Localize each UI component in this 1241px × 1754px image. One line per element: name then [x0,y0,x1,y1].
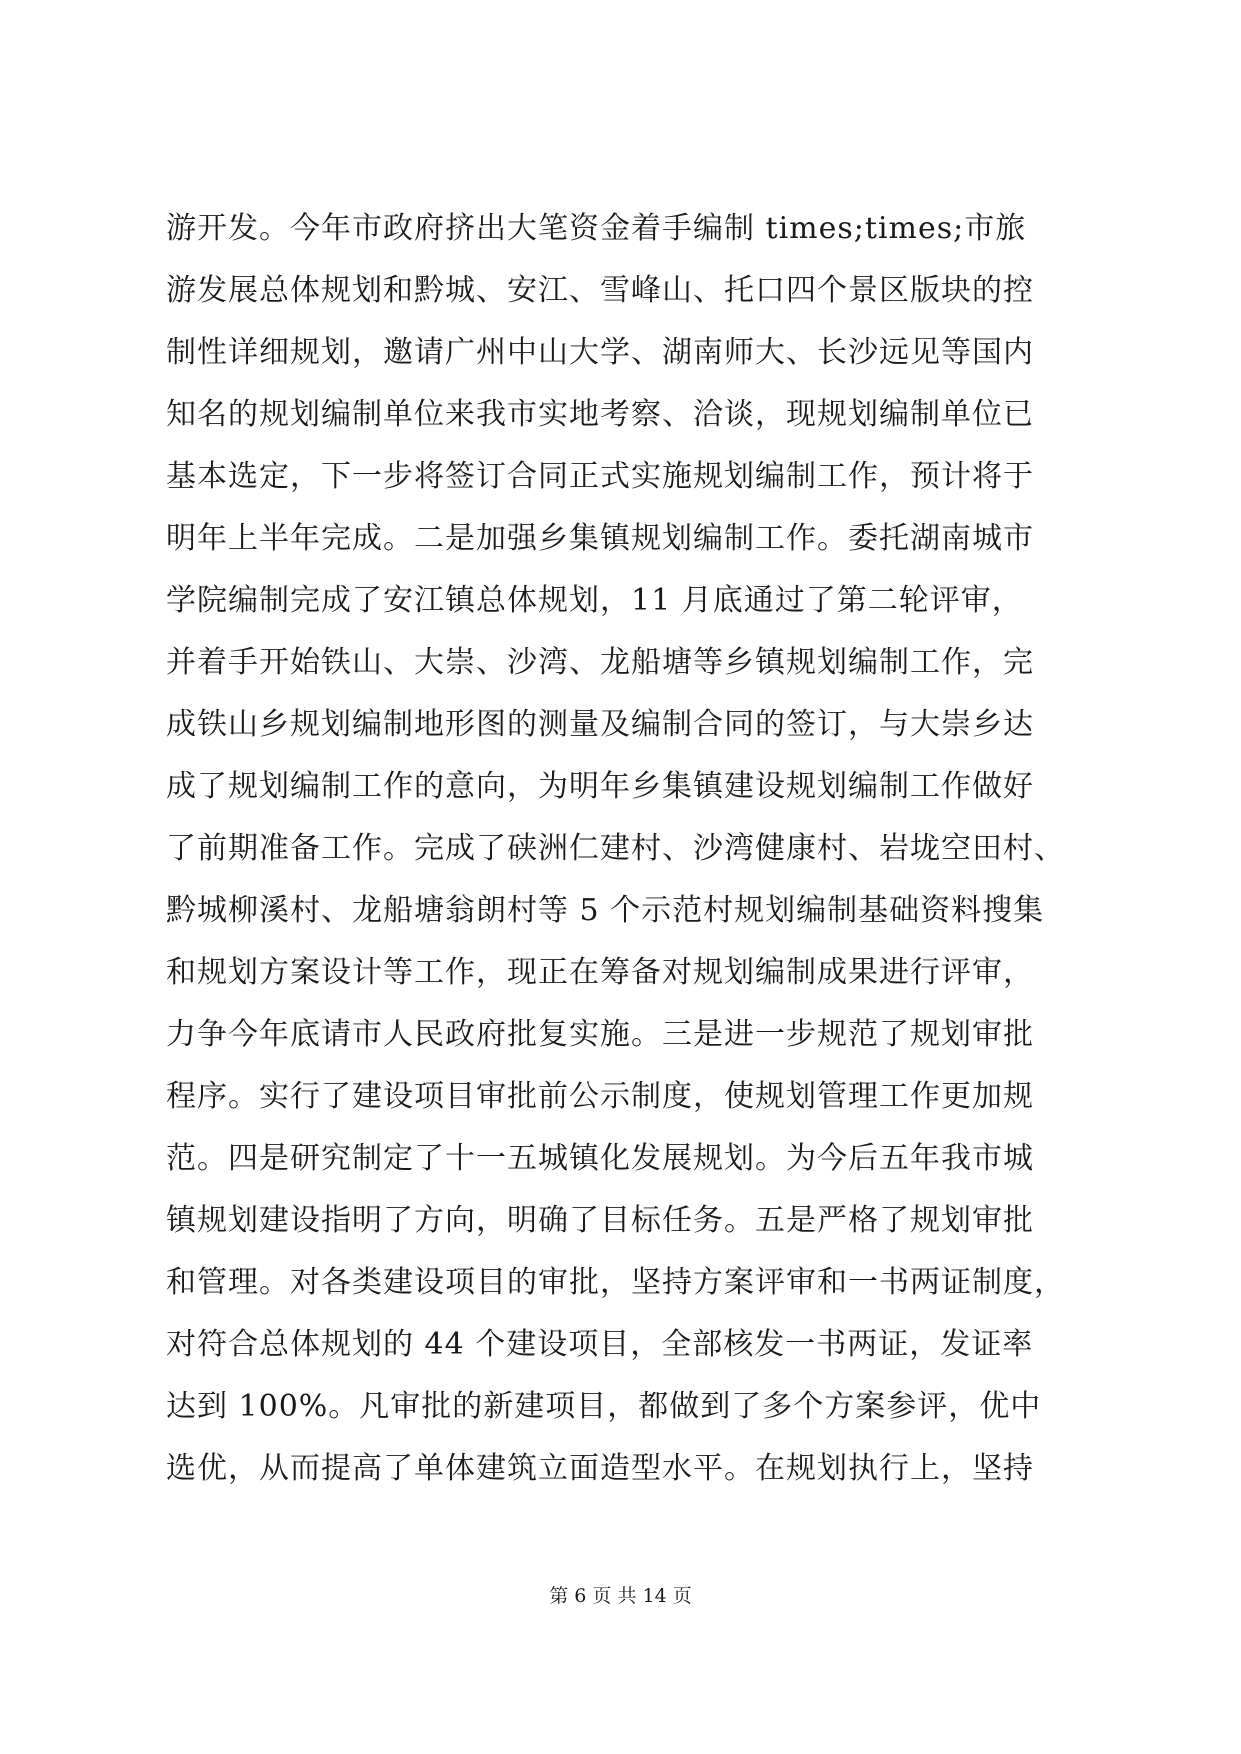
text-line: 镇规划建设指明了方向，明确了目标任务。五是严格了规划审批 [166,1203,1034,1238]
text-line: 选优，从而提高了单体建筑立面造型水平。在规划执行上，坚持 [166,1451,1034,1486]
text-line: 黔城柳溪村、龙船塘翁朗村等 5 个示范村规划编制基础资料搜集 [166,893,1045,928]
text-line: 基本选定，下一步将签订合同正式实施规划编制工作，预计将于 [166,459,1034,494]
page-footer [0,1582,1241,1610]
text-line: 和规划方案设计等工作，现正在筹备对规划编制成果进行评审， [166,955,1034,990]
text-line: 游开发。今年市政府挤出大笔资金着手编制 times;times;市旅 [166,211,1027,246]
text-line: 对符合总体规划的 44 个建设项目，全部核发一书两证，发证率 [166,1327,1034,1362]
text-line: 成了规划编制工作的意向，为明年乡集镇建设规划编制工作做好 [166,769,1034,804]
text-line: 和管理。对各类建设项目的审批，坚持方案评审和一书两证制度， [166,1265,1065,1300]
text-line: 游发展总体规划和黔城、安江、雪峰山、托口四个景区版块的控 [166,273,1034,308]
text-line: 达到 100%。凡审批的新建项目，都做到了多个方案参评，优中 [166,1389,1042,1424]
text-line: 并着手开始铁山、大崇、沙湾、龙船塘等乡镇规划编制工作，完 [166,645,1034,680]
text-line: 知名的规划编制单位来我市实地考察、洽谈，现规划编制单位已 [166,397,1034,432]
text-line: 范。四是研究制定了十一五城镇化发展规划。为今后五年我市城 [166,1141,1034,1176]
page-number: 第 6 页 共 14 页 [549,1585,692,1607]
text-line: 学院编制完成了安江镇总体规划，11 月底通过了第二轮评审， [166,583,1023,618]
text-line: 了前期准备工作。完成了硖洲仁建村、沙湾健康村、岩垅空田村、 [166,831,1065,866]
text-line: 力争今年底请市人民政府批复实施。三是进一步规范了规划审批 [166,1017,1034,1052]
body-text [166,198,1086,1500]
text-line: 程序。实行了建设项目审批前公示制度，使规划管理工作更加规 [166,1079,1034,1114]
text-line: 制性详细规划，邀请广州中山大学、湖南师大、长沙远见等国内 [166,335,1034,370]
text-line: 成铁山乡规划编制地形图的测量及编制合同的签订，与大崇乡达 [166,707,1034,742]
text-line: 明年上半年完成。二是加强乡集镇规划编制工作。委托湖南城市 [166,521,1034,556]
